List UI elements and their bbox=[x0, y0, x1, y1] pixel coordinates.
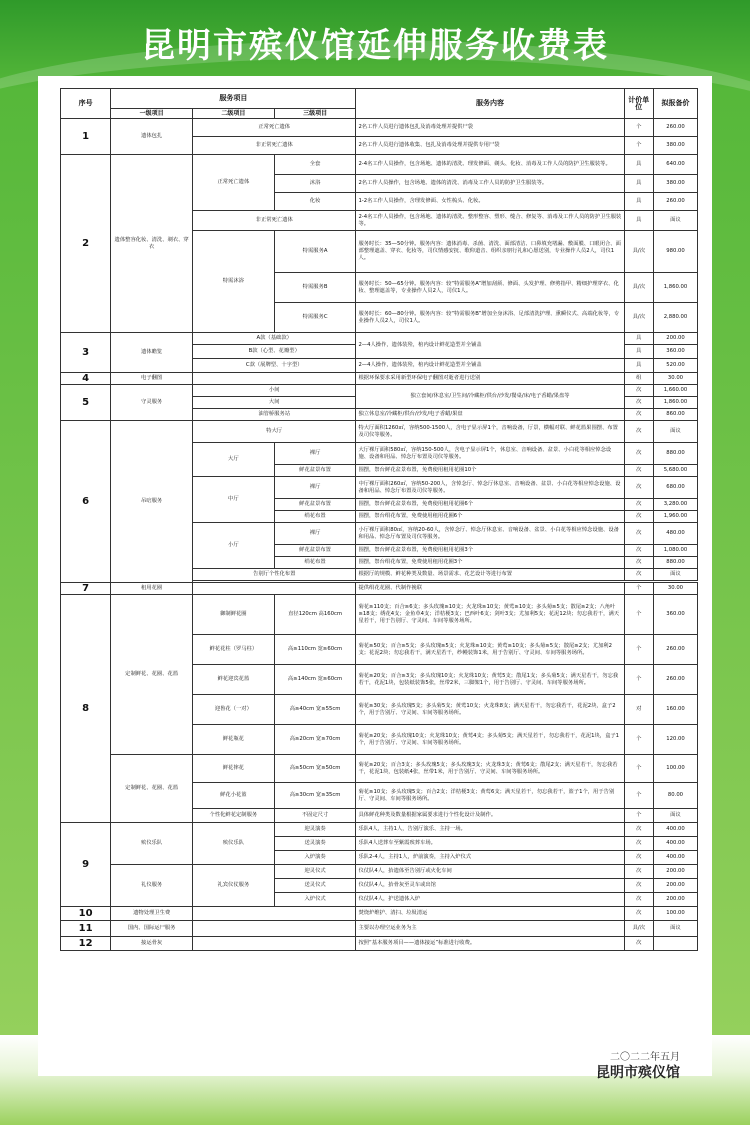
content-cell: 根据环保要求采用新型环保电子翻图对逝者进行送别 bbox=[356, 373, 624, 385]
price-cell: 1,660.00 bbox=[653, 385, 697, 397]
unit-cell: 具/次 bbox=[624, 303, 653, 333]
unit-cell: 组 bbox=[624, 373, 653, 385]
seq-cell: 5 bbox=[61, 385, 111, 421]
unit-cell: 次 bbox=[624, 499, 653, 511]
unit-cell: 次 bbox=[624, 465, 653, 477]
price-cell: 360.00 bbox=[653, 595, 697, 635]
content-cell: 具体鲜花种类及数量根据家属要求进行个性化设计及制作。 bbox=[356, 809, 624, 823]
content-cell: 仪仗队4人，护送遗体入炉 bbox=[356, 893, 624, 907]
level3-cell: 特需服务A bbox=[274, 231, 356, 273]
price-cell: 400.00 bbox=[653, 851, 697, 865]
content-cell: 围摆，祭台鲜花盆景布置，免费使用租用花圈6个 bbox=[356, 499, 624, 511]
unit-cell: 次 bbox=[624, 545, 653, 557]
level2-cell: 鲜花花柱（罗马柱） bbox=[193, 635, 275, 665]
level3-cell: 高≥30cm 宽≥35cm bbox=[274, 783, 356, 809]
header-level3: 三级项目 bbox=[274, 109, 356, 119]
level3-cell: 化妆 bbox=[274, 193, 356, 211]
unit-cell: 次 bbox=[624, 397, 653, 409]
content-cell: 菊花≥20支；多头玫瑰10支；火龙珠10支；黄莺4支；多头菊5支；满天星若干，勿忘我若干，花泥1块，盒子1个，用于告别厅、守灵间、车间等服务场所。 bbox=[356, 725, 624, 755]
unit-cell: 次 bbox=[624, 557, 653, 569]
level2-cell: 正常死亡遗体 bbox=[193, 119, 356, 137]
level3-cell: 直径120cm 高160cm bbox=[274, 595, 356, 635]
header-unit: 计价单位 bbox=[624, 89, 653, 119]
content-cell: 菊花≥10支；多头玫瑰5支；百合2支；洋桔梗3支；黄莺6支；满天星若干，勿忘我若干，篮子1个，用于告别厅、守灵间、车间等服务场所。 bbox=[356, 783, 624, 809]
level1-cell: 定制鲜花、花圈、花篮 bbox=[111, 595, 193, 755]
header-level2: 二级项目 bbox=[193, 109, 275, 119]
seq-cell: 4 bbox=[61, 373, 111, 385]
fee-sheet bbox=[38, 76, 712, 1076]
header-level1: 一级项目 bbox=[111, 109, 193, 119]
level3-cell: 绢花布置 bbox=[274, 557, 356, 569]
content-cell: 根据厅的规模、鲜花种类及数量、场景需求、花艺设计等进行布置 bbox=[356, 569, 624, 581]
level2-cell: 中厅 bbox=[193, 477, 275, 523]
content-cell: 菊花≥20支；百合≥3支；多头玫瑰10支；火龙珠10支；黄莺5支；散尾1支；多头菊5支；满天星若干，勿忘我若干，花泥1块，包装纸装饰5张，丝带2米，三脚架1个，用于告别厅、守灵间、车间等服务场所。 bbox=[356, 665, 624, 695]
price-cell: 200.00 bbox=[653, 893, 697, 907]
content-cell: 2—4人操作，遗体装殓，棺内设计鲜花造型并全铺盖 bbox=[356, 359, 624, 373]
level3-cell: 鲜花盆景布置 bbox=[274, 465, 356, 477]
level3-cell: 送灵演奏 bbox=[274, 837, 356, 851]
content-cell: 服务时长：60—80分钟。服务内容：较“特需服务B”增加全身沐浴、足部清洗护理、熏瞬仪式、高端化妆等，专业操作人员2人，司仪1人。 bbox=[356, 303, 624, 333]
unit-cell: 个 bbox=[624, 665, 653, 695]
level3-cell: 鲜花盆景布置 bbox=[274, 545, 356, 557]
level1-cell: 遗物处理卫生费 bbox=[111, 907, 193, 921]
price-cell: 380.00 bbox=[653, 137, 697, 155]
level3-cell: 裸厅 bbox=[274, 523, 356, 545]
fee-table bbox=[60, 88, 698, 951]
price-cell: 360.00 bbox=[653, 345, 697, 359]
level1-cell: 遗体整容化妆、清洗、剃衣、穿衣 bbox=[111, 155, 193, 333]
content-cell: 围摆，祭台绢花布置，免费使用租用花圈6个 bbox=[356, 511, 624, 523]
level3-cell: 裸厅 bbox=[274, 443, 356, 465]
level2-cell: 小厅 bbox=[193, 523, 275, 569]
unit-cell: 具/次 bbox=[624, 921, 653, 937]
unit-cell: 对 bbox=[624, 695, 653, 725]
unit-cell: 个 bbox=[624, 137, 653, 155]
price-cell: 100.00 bbox=[653, 907, 697, 921]
price-cell: 面议 bbox=[653, 809, 697, 823]
unit-cell: 次 bbox=[624, 837, 653, 851]
content-cell: 2-4名工作人员操作，包含场地、遗体的清洗、整形整容、塑形、缝合、修复等、消毒及工作人员的防护卫生服装等。 bbox=[356, 211, 624, 231]
unit-cell: 具 bbox=[624, 345, 653, 359]
level2-cell: 鲜花瓶花 bbox=[193, 725, 275, 755]
level2-cell: 油管桥服务站 bbox=[193, 409, 356, 421]
price-cell: 面议 bbox=[653, 569, 697, 581]
content-cell: 服务时长：35—50分钟。服务内容：遗体消毒、杀菌、清洗、面部清洁、口鼻填充堵漏、敷面膜、口眼闭合、面部整理遮盖、穿衣、化妆等，司仪情感安抚、歌仰道音、组织亲朋行礼和心愿送别，专业操作人员2人，司仪1人。 bbox=[356, 231, 624, 273]
level3-cell: 全套 bbox=[274, 155, 356, 175]
unit-cell: 具/次 bbox=[624, 273, 653, 303]
unit-cell: 具/次 bbox=[624, 231, 653, 273]
content-cell: 大厅裸厅面积580㎡，容纳150-500人，含电子显示屏1个，休息室、音响设备、盆景、小白花等相应悼念设施、设备和用品、悼念厅布置及司仪等服务。 bbox=[356, 443, 624, 465]
price-cell: 面议 bbox=[653, 421, 697, 443]
price-cell: 1,860.00 bbox=[653, 397, 697, 409]
price-cell: 400.00 bbox=[653, 837, 697, 851]
content-cell: 围摆，祭台鲜花盆景布置，免费使用租用花圈3个 bbox=[356, 545, 624, 557]
price-cell: 480.00 bbox=[653, 523, 697, 545]
level3-cell: 迎灵演奏 bbox=[274, 823, 356, 837]
level1-cell: 定制鲜花、花圈、花篮 bbox=[111, 755, 193, 823]
content-cell: 特大厅面积1260㎡，容纳500-1500人，含电子显示屏1个，音响设备，厅景，横幅对联、鲜花篮果围摆、布置及司仪等服务。 bbox=[356, 421, 624, 443]
content-cell: 焚烧炉维护、清扫、垃圾清运 bbox=[356, 907, 624, 921]
content-cell: 菊花≥30支；多头玫瑰5支；多头菊5支；黄莺10支；火龙珠8支；满天星若干，勿忘我若干，花泥2块，盒子2个，用于告别厅、守灵间、车间等服务场所。 bbox=[356, 695, 624, 725]
price-cell: 260.00 bbox=[653, 193, 697, 211]
price-cell: 80.00 bbox=[653, 783, 697, 809]
level3-cell: 不固定尺寸 bbox=[274, 809, 356, 823]
unit-cell: 个 bbox=[624, 809, 653, 823]
content-cell: 菊花≥50支；百合≥5支；多头玫瑰≥5支；火龙珠≥10支；黄莺≥10支；多头菊≥5支；散尾≥2支；尤加利2支；花泥2块；勿忘我若干，满天星若干，纱幔装饰1米，用于告别厅、守灵间、车间等服务场所。 bbox=[356, 635, 624, 665]
unit-cell: 次 bbox=[624, 421, 653, 443]
price-cell: 380.00 bbox=[653, 175, 697, 193]
header-service-item: 服务项目 bbox=[111, 89, 356, 109]
seq-cell: 1 bbox=[61, 119, 111, 155]
level3-cell: 鲜花盆景布置 bbox=[274, 499, 356, 511]
level3-cell: 裸厅 bbox=[274, 477, 356, 499]
price-cell: 30.00 bbox=[653, 583, 697, 595]
level1-cell: 吊唁服务 bbox=[111, 421, 193, 583]
unit-cell: 具 bbox=[624, 359, 653, 373]
seq-cell: 6 bbox=[61, 421, 111, 583]
level3-cell: 高≥40cm 宽≥55cm bbox=[274, 695, 356, 725]
unit-cell: 个 bbox=[624, 635, 653, 665]
price-cell: 30.00 bbox=[653, 373, 697, 385]
page-title: 昆明市殡仪馆延伸服务收费表 bbox=[141, 26, 609, 66]
level2-cell: 大间 bbox=[193, 397, 356, 409]
level1-cell: 殡仪乐队 bbox=[111, 823, 193, 865]
content-cell: 围摆，祭台绢花布置，免费使用租用花圈3个 bbox=[356, 557, 624, 569]
level3-cell: 高≥140cm 宽≥60cm bbox=[274, 665, 356, 695]
level2-cell: 鲜花迎宾花篮 bbox=[193, 665, 275, 695]
level2-cell: 鲜花摔花 bbox=[193, 755, 275, 783]
seq-cell: 12 bbox=[61, 937, 111, 951]
unit-cell: 次 bbox=[624, 523, 653, 545]
content-cell: 2名工作人员进行遗体包扎及消毒处理并提供尸袋 bbox=[356, 119, 624, 137]
content-cell: 乐队4人送葬车至紫霞殡葬车场。 bbox=[356, 837, 624, 851]
content-cell: 2—4人操作，遗体装殓，棺内设计鲜花造型并全铺盖 bbox=[356, 333, 624, 359]
level3-cell: 沐浴 bbox=[274, 175, 356, 193]
unit-cell: 次 bbox=[624, 907, 653, 921]
content-cell: 2-4名工作人员操作，包含场地、遗体的清洗、理发修面、剃头、化妆、消毒及工作人员的防护卫生服装等。 bbox=[356, 155, 624, 175]
seq-cell: 11 bbox=[61, 921, 111, 937]
content-cell: 菊花≥110支；百合≥6支；多头玫瑰≥10支；火龙珠≥10支；黄莺≥10支；多头菊≥5支；散尾≥2支；八角叶≥18支；绣花4支；金鱼草4支；洋桔梗3支；巴西叶6支；剑叶3支；尤加利5支；花泥12块；勿忘我若干，满天星若干，用于告别厅、守灵间、车间等服务场所。 bbox=[356, 595, 624, 635]
seq-cell: 7 bbox=[61, 583, 111, 595]
price-cell: 880.00 bbox=[653, 443, 697, 465]
unit-cell: 次 bbox=[624, 569, 653, 581]
level2-cell: B款（心型、花瓣型） bbox=[193, 345, 356, 359]
level2-cell: 非正常死亡遗体 bbox=[193, 137, 356, 155]
content-cell: 乐队4人，主持1人，告别厅演乐、主持一场。 bbox=[356, 823, 624, 837]
unit-cell: 次 bbox=[624, 443, 653, 465]
unit-cell: 次 bbox=[624, 893, 653, 907]
unit-cell: 具 bbox=[624, 155, 653, 175]
price-cell: 680.00 bbox=[653, 477, 697, 499]
unit-cell: 次 bbox=[624, 937, 653, 951]
price-cell: 200.00 bbox=[653, 879, 697, 893]
price-cell: 260.00 bbox=[653, 635, 697, 665]
unit-cell: 个 bbox=[624, 583, 653, 595]
seq-cell: 3 bbox=[61, 333, 111, 373]
content-cell: 仪仗队4人，抬骨灰至灵车或出馆 bbox=[356, 879, 624, 893]
level2-cell: 殡仪乐队 bbox=[193, 823, 275, 865]
level1-cell: 礼仪服务 bbox=[111, 865, 193, 907]
unit-cell: 个 bbox=[624, 783, 653, 809]
level3-cell: 特需服务C bbox=[274, 303, 356, 333]
price-cell: 3,280.00 bbox=[653, 499, 697, 511]
seq-cell: 8 bbox=[61, 595, 111, 823]
level1-cell: 租用花圈 bbox=[111, 583, 193, 595]
content-cell: 1-2名工作人员操作，含理发修面、女性梳头、化妆。 bbox=[356, 193, 624, 211]
header-seq: 序号 bbox=[61, 89, 111, 119]
header-price: 拟报备价 bbox=[653, 89, 697, 119]
level2-cell: 鲜花小花篮 bbox=[193, 783, 275, 809]
unit-cell: 次 bbox=[624, 385, 653, 397]
unit-cell: 次 bbox=[624, 409, 653, 421]
seq-cell: 10 bbox=[61, 907, 111, 921]
content-cell: 围摆，祭台鲜花盆景布置，免费使用租用花圈10个 bbox=[356, 465, 624, 477]
level2-cell: A款（基础款） bbox=[193, 333, 356, 345]
level2-cell: 告别厅个性化布置 bbox=[193, 569, 356, 581]
content-cell: 独立套间/休息室/卫生间/冷藏柜/供台/沙发/餐桌/床/电子香蜡/果盘等 bbox=[356, 385, 624, 409]
price-cell: 2,880.00 bbox=[653, 303, 697, 333]
level1-cell: 遗体瞻览 bbox=[111, 333, 193, 373]
content-cell: 提供绢花花圈、代制作挽联 bbox=[356, 583, 624, 595]
header-content: 服务内容 bbox=[356, 89, 624, 119]
price-cell bbox=[653, 937, 697, 951]
unit-cell: 次 bbox=[624, 851, 653, 865]
unit-cell: 个 bbox=[624, 595, 653, 635]
price-cell: 260.00 bbox=[653, 665, 697, 695]
unit-cell: 次 bbox=[624, 879, 653, 893]
content-cell: 主要以办理空运业务为主 bbox=[356, 921, 624, 937]
content-cell: 服务时长：50—65分钟。服务内容：较“特需服务A”增加刮须、修面、头发护理、修剪指甲、精细护理穿衣、化妆、整理遮盖等，专业操作人员2人，司仪1人。 bbox=[356, 273, 624, 303]
seq-cell: 9 bbox=[61, 823, 111, 907]
unit-cell: 具 bbox=[624, 333, 653, 345]
content-cell: 独立休息室/冷藏柜/供台/沙发/电子香蜡/果盘 bbox=[356, 409, 624, 421]
unit-cell: 次 bbox=[624, 823, 653, 837]
price-cell: 1,860.00 bbox=[653, 273, 697, 303]
price-cell: 860.00 bbox=[653, 409, 697, 421]
content-cell: 乐队2-4人，主持1人，炉前演奏，主持入炉仪式 bbox=[356, 851, 624, 865]
content-cell: 中厅裸厅面积260㎡，容纳50-200人，含悼念厅、悼念厅休息室、音响设备、盆景、小白花等相应悼念设施、设备和用品、悼念厅布置及司仪等服务。 bbox=[356, 477, 624, 499]
content-cell: 菊花≥20支；百合3支；多头玫瑰5支；多头玫瑰3支；火龙珠3支；黄莺6支；散尾2支；满天星若干，勿忘我若干，花泥1块，包装纸4张，丝带1米，用于告别厅、守灵间、车间等服务场所。 bbox=[356, 755, 624, 783]
footer-date: 二〇二二年五月 bbox=[610, 1052, 680, 1063]
price-cell: 520.00 bbox=[653, 359, 697, 373]
level2-cell: 特需沐浴 bbox=[193, 231, 275, 333]
price-cell: 400.00 bbox=[653, 823, 697, 837]
unit-cell: 具 bbox=[624, 175, 653, 193]
price-cell: 200.00 bbox=[653, 865, 697, 879]
level2-cell: 大厅 bbox=[193, 443, 275, 477]
price-cell: 260.00 bbox=[653, 119, 697, 137]
content-cell: 2名工作人员进行遗体收集、包扎及消毒处理并提供专用尸袋 bbox=[356, 137, 624, 155]
level3-cell: 绢花布置 bbox=[274, 511, 356, 523]
price-cell: 1,960.00 bbox=[653, 511, 697, 523]
price-cell: 160.00 bbox=[653, 695, 697, 725]
level2-cell: 非正常死亡遗体 bbox=[193, 211, 356, 231]
unit-cell: 具 bbox=[624, 193, 653, 211]
level1-cell: 接运骨灰 bbox=[111, 937, 193, 951]
level2-cell: 迎鲁花（一对） bbox=[193, 695, 275, 725]
level3-cell: 入炉仪式 bbox=[274, 893, 356, 907]
unit-cell: 具 bbox=[624, 211, 653, 231]
level3-cell: 迎灵仪式 bbox=[274, 865, 356, 879]
level3-cell: 高≥50cm 宽≥50cm bbox=[274, 755, 356, 783]
price-cell: 200.00 bbox=[653, 333, 697, 345]
level2-cell: 礼宾仪仗服务 bbox=[193, 865, 275, 907]
price-cell: 880.00 bbox=[653, 557, 697, 569]
seq-cell: 2 bbox=[61, 155, 111, 333]
level3-cell: 特需服务B bbox=[274, 273, 356, 303]
level3-cell: 高≥20cm 宽≥70cm bbox=[274, 725, 356, 755]
unit-cell: 个 bbox=[624, 119, 653, 137]
level3-cell: 高≥110cm 宽≥60cm bbox=[274, 635, 356, 665]
level2-cell: 特大厅 bbox=[193, 421, 356, 443]
price-cell: 1,080.00 bbox=[653, 545, 697, 557]
unit-cell: 个 bbox=[624, 725, 653, 755]
price-cell: 980.00 bbox=[653, 231, 697, 273]
content-cell: 2名工作人员操作，包含场地、遗体的清洗、消毒及工作人员的防护卫生服装等。 bbox=[356, 175, 624, 193]
price-cell: 面议 bbox=[653, 921, 697, 937]
unit-cell: 次 bbox=[624, 865, 653, 879]
level1-cell: 守灵服务 bbox=[111, 385, 193, 421]
level1-cell: 遗体包扎 bbox=[111, 119, 193, 155]
level3-cell: 入炉演奏 bbox=[274, 851, 356, 865]
level2-cell: 小间 bbox=[193, 385, 356, 397]
unit-cell: 次 bbox=[624, 477, 653, 499]
price-cell: 120.00 bbox=[653, 725, 697, 755]
price-cell: 100.00 bbox=[653, 755, 697, 783]
level1-cell: 国内、国际运尸服务 bbox=[111, 921, 193, 937]
unit-cell: 个 bbox=[624, 755, 653, 783]
level2-cell: 正常死亡遗体 bbox=[193, 155, 275, 211]
price-cell: 640.00 bbox=[653, 155, 697, 175]
level2-cell: C款（展牌型、十字型） bbox=[193, 359, 356, 373]
content-cell: 按照“基本服务项目——遗体接运”标准进行收费。 bbox=[356, 937, 624, 951]
price-cell: 面议 bbox=[653, 211, 697, 231]
content-cell: 仪仗队4人，抬遗体至告别厅或火化车间 bbox=[356, 865, 624, 879]
price-cell: 5,680.00 bbox=[653, 465, 697, 477]
level1-cell: 电子翻图 bbox=[111, 373, 193, 385]
footer-org: 昆明市殡仪馆 bbox=[596, 1065, 680, 1081]
level3-cell: 送灵仪式 bbox=[274, 879, 356, 893]
content-cell: 小厅裸厅面积80㎡，容纳20-60人，含悼念厅、悼念厅休息室、音响设备、盆景、小白花等相应悼念设施、设备和用品、悼念厅布置及司仪等服务。 bbox=[356, 523, 624, 545]
level2-cell: 御制鲜花圈 bbox=[193, 595, 275, 635]
unit-cell: 次 bbox=[624, 511, 653, 523]
level2-cell: 个性化鲜花定制服务 bbox=[193, 809, 275, 823]
